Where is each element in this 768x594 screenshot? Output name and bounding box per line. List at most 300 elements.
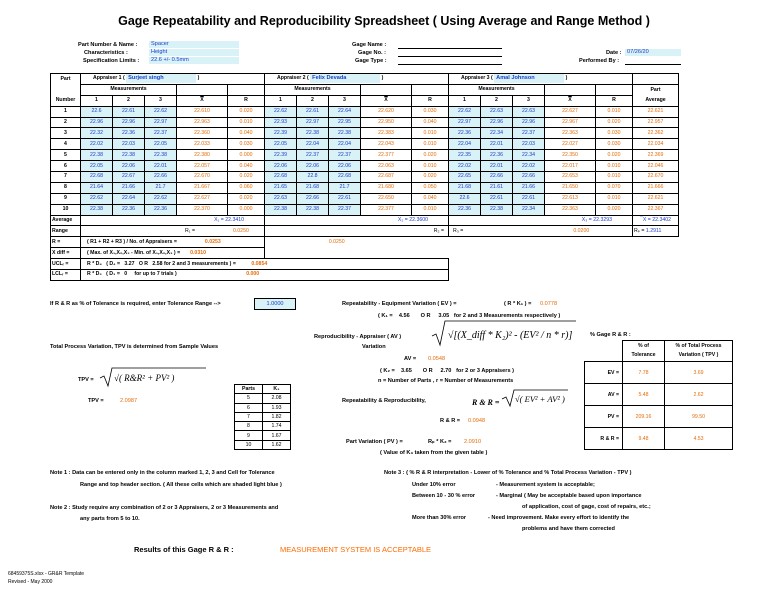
- part-average-cell: 22.046: [633, 161, 679, 172]
- measurement-cell[interactable]: 22.96: [513, 117, 545, 128]
- measurement-cell[interactable]: 22.34: [513, 204, 545, 215]
- measurement-cell[interactable]: 21.7: [329, 182, 361, 193]
- pct-tpv-cell: 4.53: [665, 428, 733, 450]
- appraiser-1-name[interactable]: Surjeet singh: [126, 74, 196, 83]
- average-label: Average: [51, 215, 81, 226]
- measurement-cell[interactable]: 22.67: [113, 172, 145, 183]
- gage-metric-label: EV =: [585, 362, 623, 384]
- rp-range: Rₚ = 1.2911: [633, 226, 679, 237]
- measurement-cell[interactable]: 22.63: [265, 193, 297, 204]
- part-number-cell: 3: [51, 128, 81, 139]
- range-cell: 0.010: [412, 161, 449, 172]
- measurement-cell[interactable]: 21.68: [449, 182, 481, 193]
- measurement-cell[interactable]: 22.62: [81, 193, 113, 204]
- gage-type-field[interactable]: [398, 57, 502, 65]
- tpv-intro: Total Process Variation, TPV is determined from Sample Values: [50, 344, 219, 350]
- ev-k-row: ( K₁ = 4.56 O R 3.05 for 2 and 3 Measurements respectively ): [378, 313, 561, 319]
- measurement-cell[interactable]: 21.65: [265, 182, 297, 193]
- av-equals-label: AV =: [404, 356, 417, 362]
- part-average-cell: 22.957: [633, 117, 679, 128]
- col-3-header: 3: [145, 95, 177, 106]
- appraiser-3-header: Appraiser 3 ( Amal Johnson ): [449, 74, 633, 85]
- ev-value: 0.0778: [540, 301, 558, 307]
- xbar-cell: 22.650: [361, 193, 412, 204]
- appraiser-2-header: Appraiser 2 ( Felix Devada ): [265, 74, 449, 85]
- result-label: Results of this Gage R & R :: [134, 545, 234, 554]
- measurement-cell[interactable]: 22.06: [265, 161, 297, 172]
- part-number-field[interactable]: Spacer: [149, 41, 239, 48]
- measurement-cell[interactable]: 22.36: [145, 204, 177, 215]
- tolerance-instruction: If R & R as % of Tolerance is required, enter Tolerance Range -->: [50, 301, 221, 307]
- rr-formula-left: R & R =: [472, 398, 500, 407]
- measurement-cell[interactable]: 22.97: [145, 117, 177, 128]
- table-row: [51, 150, 679, 161]
- pct-tolerance-cell: 7.78: [623, 362, 665, 384]
- part-number-cell: 4: [51, 139, 81, 150]
- range-cell: 0.010: [596, 193, 633, 204]
- measurement-cell[interactable]: 22.37: [329, 204, 361, 215]
- appraiser-2-name[interactable]: Felix Devada: [310, 74, 380, 83]
- measurement-cell[interactable]: 22.96: [481, 117, 513, 128]
- measurement-cell[interactable]: 22.03: [113, 139, 145, 150]
- measurement-cell[interactable]: 22.96: [113, 117, 145, 128]
- rr-value: 0.0948: [468, 418, 486, 424]
- col-1-header: 1: [265, 95, 297, 106]
- measurement-cell[interactable]: 22.97: [449, 117, 481, 128]
- range-cell: 0.010: [412, 204, 449, 215]
- measurement-cell[interactable]: 22.04: [297, 139, 329, 150]
- pct-tolerance-cell: 9.48: [623, 428, 665, 450]
- av-formula-text: √[(X_diff * K₂)² - (EV² / n * r)]: [448, 330, 573, 341]
- r-header: R: [596, 95, 633, 106]
- characteristics-label: Characteristics :: [84, 50, 128, 56]
- measurement-cell[interactable]: 22.02: [449, 161, 481, 172]
- measurement-cell[interactable]: 22.62: [145, 193, 177, 204]
- k3-value-cell: 1.62: [263, 440, 291, 449]
- pct-tolerance-header: % of Tolerance: [623, 341, 665, 362]
- k3-row: [235, 403, 291, 412]
- measurement-cell[interactable]: 22.62: [145, 106, 177, 117]
- part-number-cell: 5: [51, 150, 81, 161]
- gage-type-label: Gage Type :: [355, 58, 387, 64]
- pv-note: ( Value of K₃ taken from the given table ): [380, 450, 488, 456]
- measurement-cell[interactable]: 22.38: [81, 204, 113, 215]
- measurement-cell[interactable]: 22.37: [297, 150, 329, 161]
- ucl-label: UCLᵣ =: [51, 259, 81, 270]
- ucl-desc: R * D₄ ( D₄ = 3.27 O R 2.58 for 2 and 3 measurements ) = 0.0854: [81, 259, 449, 270]
- range-cell: 0.000: [228, 204, 265, 215]
- measurement-cell[interactable]: 22.38: [265, 204, 297, 215]
- measurement-cell[interactable]: 22.39: [265, 128, 297, 139]
- k3-parts-cell: 8: [235, 422, 263, 431]
- measurement-cell[interactable]: 21.66: [513, 182, 545, 193]
- av-k-row: ( K₂ = 3.65 O R 2.70 for 2 or 3 Appraisers ): [380, 368, 514, 374]
- footer-file: 68459375S.xlsx - GR&R Template: [8, 571, 85, 577]
- part-number-cell: 8: [51, 182, 81, 193]
- measurement-cell[interactable]: 22.01: [145, 161, 177, 172]
- measurement-cell[interactable]: 22.64: [329, 106, 361, 117]
- k3-value-cell: 1.67: [263, 431, 291, 440]
- measurement-cell[interactable]: 22.66: [513, 172, 545, 183]
- av-formula-graphic: [428, 318, 578, 348]
- measurement-cell[interactable]: 22.06: [297, 161, 329, 172]
- measurement-cell[interactable]: 22.62: [265, 106, 297, 117]
- measurement-cell[interactable]: 22.68: [329, 172, 361, 183]
- measurement-cell[interactable]: 21.66: [113, 182, 145, 193]
- range-cell: 0.030: [412, 106, 449, 117]
- pct-tolerance-cell: 5.48: [623, 384, 665, 406]
- measurement-cell[interactable]: 22.8: [297, 172, 329, 183]
- measurement-cell[interactable]: 22.61: [329, 193, 361, 204]
- table-row: [51, 182, 679, 193]
- note-3-r2c: of application, cost of gage, cost of repairs, etc.;: [522, 504, 651, 510]
- xbar-cell: 22.363: [545, 128, 596, 139]
- part-average-cell: 22.362: [633, 128, 679, 139]
- k3-value-header: K₃: [263, 385, 291, 394]
- range-cell: 0.020: [596, 150, 633, 161]
- table-row: [51, 106, 679, 117]
- measurement-cell[interactable]: 22.68: [265, 172, 297, 183]
- xbar-cell: 22.360: [177, 128, 228, 139]
- pct-tpv-cell: 99.50: [665, 406, 733, 428]
- date-field[interactable]: 07/26/20: [625, 49, 681, 56]
- gage-no-field[interactable]: [398, 49, 502, 57]
- measurement-cell[interactable]: 22.66: [297, 193, 329, 204]
- measurement-cell[interactable]: 22.36: [481, 150, 513, 161]
- pv-label: Part Variation ( PV ) =: [346, 439, 403, 445]
- tolerance-input[interactable]: 1.0000: [254, 298, 296, 310]
- k3-value-cell: 2.08: [263, 394, 291, 403]
- r1-range: R₁ = 0.0250: [81, 226, 265, 237]
- xbar-cell: 22.613: [545, 193, 596, 204]
- x1-average: X₁ = 22.3410: [81, 215, 265, 226]
- range-cell: 0.020: [228, 193, 265, 204]
- measurement-cell[interactable]: 22.36: [113, 204, 145, 215]
- measurement-cell[interactable]: 22.04: [449, 139, 481, 150]
- av-label-1: Reproducibility - Appraiser ( AV ): [314, 334, 402, 340]
- tpv-formula-text: √( R&R² + PV² ): [114, 373, 175, 383]
- xbar-cell: 22.380: [177, 150, 228, 161]
- col-3-header: 3: [513, 95, 545, 106]
- lcl-desc: R * D₃ ( D₃ = 0 for up to 7 trials ) 0.000: [81, 270, 449, 281]
- measurement-cell[interactable]: 22.38: [297, 204, 329, 215]
- k3-parts-cell: 6: [235, 403, 263, 412]
- gage-rr-row: [585, 406, 733, 428]
- tpv-label: TPV =: [88, 398, 104, 404]
- measurement-cell[interactable]: 22.03: [513, 139, 545, 150]
- measurement-cell[interactable]: 22.38: [113, 150, 145, 161]
- xbar-cell: 22.017: [545, 161, 596, 172]
- xbar-cell: 22.350: [545, 150, 596, 161]
- measurement-cell[interactable]: 22.66: [481, 172, 513, 183]
- gage-rr-row: [585, 428, 733, 450]
- xbar-cell: 22.033: [177, 139, 228, 150]
- gage-rr-row: [585, 362, 733, 384]
- k3-value-cell: 1.93: [263, 403, 291, 412]
- col-2-header: 2: [481, 95, 513, 106]
- rr-val-label: R & R =: [440, 418, 461, 424]
- measurement-table: [50, 73, 679, 281]
- note-3-r2b: - Marginal ( May be acceptable based upon importance: [496, 493, 642, 499]
- range-cell: 0.010: [412, 139, 449, 150]
- page-title: Gage Repeatability and Reproducibility Spreadsheet ( Using Average and Range Method ): [118, 14, 650, 28]
- range-cell: 0.000: [228, 150, 265, 161]
- measurement-cell[interactable]: 22.05: [81, 161, 113, 172]
- rr-formula-right: √( EV² + AV² ): [515, 394, 565, 404]
- r-header: R: [228, 95, 265, 106]
- measurement-cell[interactable]: 22.37: [145, 128, 177, 139]
- note-1-line-2: Range and top header section. ( All these cells which are shaded light blue ): [80, 482, 282, 488]
- pv-value: 2.0910: [464, 439, 482, 445]
- measurements-header-3: Measurements: [449, 84, 545, 95]
- range-cell: 0.020: [228, 106, 265, 117]
- measurement-cell[interactable]: 22.62: [449, 106, 481, 117]
- xbar-cell: 22.377: [361, 204, 412, 215]
- grand-average: ¯X = 22.3402: [633, 215, 679, 226]
- range-label: Range: [51, 226, 81, 237]
- measurement-cell[interactable]: 22.61: [513, 193, 545, 204]
- pv-formula: Rₚ * K₃ =: [428, 439, 452, 445]
- measurement-cell[interactable]: 21.61: [481, 182, 513, 193]
- part-average-cell: 22.670: [633, 172, 679, 183]
- measurement-cell[interactable]: 22.93: [265, 117, 297, 128]
- measurement-cell[interactable]: 22.38: [481, 204, 513, 215]
- measurement-cell[interactable]: 22.34: [481, 128, 513, 139]
- xbar-cell: 21.650: [545, 182, 596, 193]
- range-cell: 0.060: [228, 182, 265, 193]
- measurement-cell[interactable]: 22.06: [329, 161, 361, 172]
- measurement-cell[interactable]: 22.61: [113, 106, 145, 117]
- av-value: 0.0548: [428, 356, 446, 362]
- gage-metric-label: PV =: [585, 406, 623, 428]
- xbar-header: $\overline{X}$: [545, 95, 596, 106]
- pct-tolerance-cell: 209.16: [623, 406, 665, 428]
- tpv-formula-graphic: [98, 366, 208, 388]
- measurement-cell[interactable]: 21.7: [145, 182, 177, 193]
- x3-average: X₃ = 22.3293: [449, 215, 633, 226]
- k3-row: [235, 431, 291, 440]
- range-cell: 0.010: [596, 172, 633, 183]
- note-1-line-1: Note 1 : Data can be entered only in the column marked 1, 2, 3 and Cell for Tolerance: [50, 470, 275, 476]
- measurement-cell[interactable]: 21.64: [81, 182, 113, 193]
- spec-limits-field[interactable]: 22.6 +/- 0.5mm: [149, 57, 239, 64]
- part-average-cell: 22.369: [633, 150, 679, 161]
- r-header: R: [412, 95, 449, 106]
- range-cell: 0.020: [412, 150, 449, 161]
- range-cell: 0.040: [412, 193, 449, 204]
- xbar-header: $\overline{X}$: [177, 95, 228, 106]
- measurement-cell[interactable]: 22.35: [449, 150, 481, 161]
- appraiser-1-header: Appraiser 1 ( Surjeet singh ): [81, 74, 265, 85]
- part-number-cell: 7: [51, 172, 81, 183]
- measurement-cell[interactable]: 22.38: [297, 128, 329, 139]
- part-average-cell: 21.666: [633, 182, 679, 193]
- xbar-cell: 22.027: [545, 139, 596, 150]
- note-3-r3b: - Need improvement. Make every effort to identify the: [488, 515, 630, 521]
- col-1-header: 1: [449, 95, 481, 106]
- xbar-cell: 22.670: [177, 172, 228, 183]
- measurement-cell[interactable]: 22.61: [481, 193, 513, 204]
- table-row: [51, 117, 679, 128]
- k3-parts-cell: 9: [235, 431, 263, 440]
- range-cell: 0.010: [596, 106, 633, 117]
- part-average-cell: 22.621: [633, 106, 679, 117]
- measurement-cell[interactable]: 21.68: [297, 182, 329, 193]
- gage-no-label: Gage No. :: [358, 50, 386, 56]
- measurement-cell[interactable]: 22.05: [145, 139, 177, 150]
- k3-parts-cell: 7: [235, 412, 263, 421]
- tpv-value: 2.0987: [120, 398, 138, 404]
- table-row: [51, 161, 679, 172]
- xbar-cell: 22.967: [545, 117, 596, 128]
- gage-name-label: Gage Name :: [352, 42, 387, 48]
- part-number-cell: 2: [51, 117, 81, 128]
- table-row: [51, 128, 679, 139]
- measurements-header-2: Measurements: [265, 84, 361, 95]
- xbar-cell: 22.610: [177, 106, 228, 117]
- measurement-cell[interactable]: 22.02: [81, 139, 113, 150]
- xbar-cell: 22.363: [545, 204, 596, 215]
- col-3-header: 3: [329, 95, 361, 106]
- r2-value: 0.0250: [328, 239, 345, 246]
- date-label: Date :: [606, 50, 622, 56]
- note-3-title: Note 3 : ( % R & R interpretation - Lower of % Tolerance and % Total Process Variation - TPV ): [384, 470, 632, 476]
- footer-revision: Revised - May 2000: [8, 579, 53, 585]
- measurement-cell[interactable]: 22.95: [329, 117, 361, 128]
- note-2-line-1: Note 2 : Study require any combination of 2 or 3 Appraisers, 2 or 3 Measurements and: [50, 505, 279, 511]
- part-average-header-2: Average: [633, 95, 679, 106]
- table-row: [51, 204, 679, 215]
- xbar-header: $\overline{X}$: [361, 95, 412, 106]
- range-cell: 0.040: [228, 161, 265, 172]
- rr-formula-graphic: [500, 388, 570, 408]
- part-number-label: Part Number & Name :: [78, 42, 138, 48]
- measurement-cell[interactable]: 22.37: [329, 150, 361, 161]
- xbar-cell: 22.377: [361, 150, 412, 161]
- xbar-cell: 22.043: [361, 139, 412, 150]
- xbar-cell: 22.370: [177, 204, 228, 215]
- pct-tpv-cell: 3.69: [665, 362, 733, 384]
- k3-row: [235, 440, 291, 449]
- measurement-cell[interactable]: 22.04: [329, 139, 361, 150]
- measurement-cell[interactable]: 22.37: [513, 128, 545, 139]
- part-number-cell: 6: [51, 161, 81, 172]
- measurement-cell[interactable]: 22.68: [81, 172, 113, 183]
- measurement-cell[interactable]: 22.38: [81, 150, 113, 161]
- xbar-cell: 22.950: [361, 117, 412, 128]
- measurement-cell[interactable]: 22.39: [265, 150, 297, 161]
- appraiser-3-name[interactable]: Amal Johnson: [494, 74, 564, 83]
- measurement-cell[interactable]: 22.38: [145, 150, 177, 161]
- measurement-cell[interactable]: 22.32: [81, 128, 113, 139]
- range-cell: 0.010: [228, 117, 265, 128]
- pct-tpv-cell: 2.62: [665, 384, 733, 406]
- gage-rr-row: [585, 384, 733, 406]
- measurement-cell[interactable]: 22.36: [449, 128, 481, 139]
- measurement-cell[interactable]: 22.01: [481, 161, 513, 172]
- performed-by-field[interactable]: [625, 57, 681, 65]
- k3-value-cell: 1.82: [263, 412, 291, 421]
- measurement-cell[interactable]: 22.6: [449, 193, 481, 204]
- xbar-cell: 22.653: [545, 172, 596, 183]
- part-number-cell: 10: [51, 204, 81, 215]
- range-cell: 0.020: [228, 172, 265, 183]
- range-cell: 0.020: [596, 204, 633, 215]
- measurement-cell[interactable]: 22.63: [513, 106, 545, 117]
- characteristics-field[interactable]: Height: [149, 49, 239, 56]
- range-cell: 0.020: [596, 117, 633, 128]
- note-3-r3a: More than 30% error: [412, 515, 467, 521]
- measurement-cell[interactable]: 22.97: [297, 117, 329, 128]
- col-1-header: 1: [81, 95, 113, 106]
- k3-parts-cell: 10: [235, 440, 263, 449]
- measurement-cell[interactable]: 22.65: [449, 172, 481, 183]
- table-row: [51, 193, 679, 204]
- note-3-r1a: Under 10% error: [412, 482, 456, 488]
- measurement-cell[interactable]: 22.36: [449, 204, 481, 215]
- xbar-cell: 22.687: [361, 172, 412, 183]
- xdiff-label: X diff =: [51, 248, 81, 259]
- col-2-header: 2: [113, 95, 145, 106]
- k3-row: [235, 422, 291, 431]
- part-header: Part: [51, 74, 81, 85]
- measurement-cell[interactable]: 22.96: [81, 117, 113, 128]
- xbar-cell: 22.963: [177, 117, 228, 128]
- measurement-cell[interactable]: 22.34: [513, 150, 545, 161]
- gage-name-field[interactable]: [398, 41, 502, 49]
- measurement-cell[interactable]: 22.02: [513, 161, 545, 172]
- xbar-cell: 21.667: [177, 182, 228, 193]
- measurement-cell[interactable]: 22.01: [481, 139, 513, 150]
- measurement-cell[interactable]: 22.05: [265, 139, 297, 150]
- xbar-cell: 22.063: [361, 161, 412, 172]
- measurement-cell[interactable]: 22.66: [145, 172, 177, 183]
- tpv-formula-label: TPV =: [78, 377, 94, 383]
- part-average-header-1: Part: [633, 84, 679, 95]
- xbar-cell: 22.383: [361, 128, 412, 139]
- pct-tpv-header: % of Total Process Variation ( TPV ): [665, 341, 733, 362]
- part-average-cell: 22.621: [633, 193, 679, 204]
- xbar-cell: 22.620: [361, 106, 412, 117]
- range-cell: 0.020: [412, 172, 449, 183]
- note-3-r3c: problems and have them corrected: [522, 526, 615, 532]
- measurement-cell[interactable]: 22.36: [113, 128, 145, 139]
- range-cell: 0.040: [228, 128, 265, 139]
- part-average-cell: 22.367: [633, 204, 679, 215]
- measurement-cell[interactable]: 22.6: [81, 106, 113, 117]
- measurement-cell[interactable]: 22.38: [329, 128, 361, 139]
- measurements-header-1: Measurements: [81, 84, 177, 95]
- measurement-cell[interactable]: 22.61: [297, 106, 329, 117]
- part-number-cell: 1: [51, 106, 81, 117]
- measurement-cell[interactable]: 22.06: [113, 161, 145, 172]
- range-cell: 0.030: [228, 139, 265, 150]
- gage-metric-label: R & R =: [585, 428, 623, 450]
- k3-row: [235, 412, 291, 421]
- k3-parts-cell: 5: [235, 394, 263, 403]
- xbar-cell: 22.627: [177, 193, 228, 204]
- r3-range: R₃ = 0.0200: [449, 226, 633, 237]
- range-cell: 0.070: [596, 182, 633, 193]
- measurement-cell[interactable]: 22.64: [113, 193, 145, 204]
- range-cell: 0.030: [596, 139, 633, 150]
- nr-definition: n = Number of Parts , r = Number of Measurements: [378, 378, 514, 384]
- xbar-cell: 21.680: [361, 182, 412, 193]
- k3-parts-header: Parts: [235, 385, 263, 394]
- table-row: [51, 139, 679, 150]
- measurement-cell[interactable]: 22.63: [481, 106, 513, 117]
- range-cell: 0.030: [596, 128, 633, 139]
